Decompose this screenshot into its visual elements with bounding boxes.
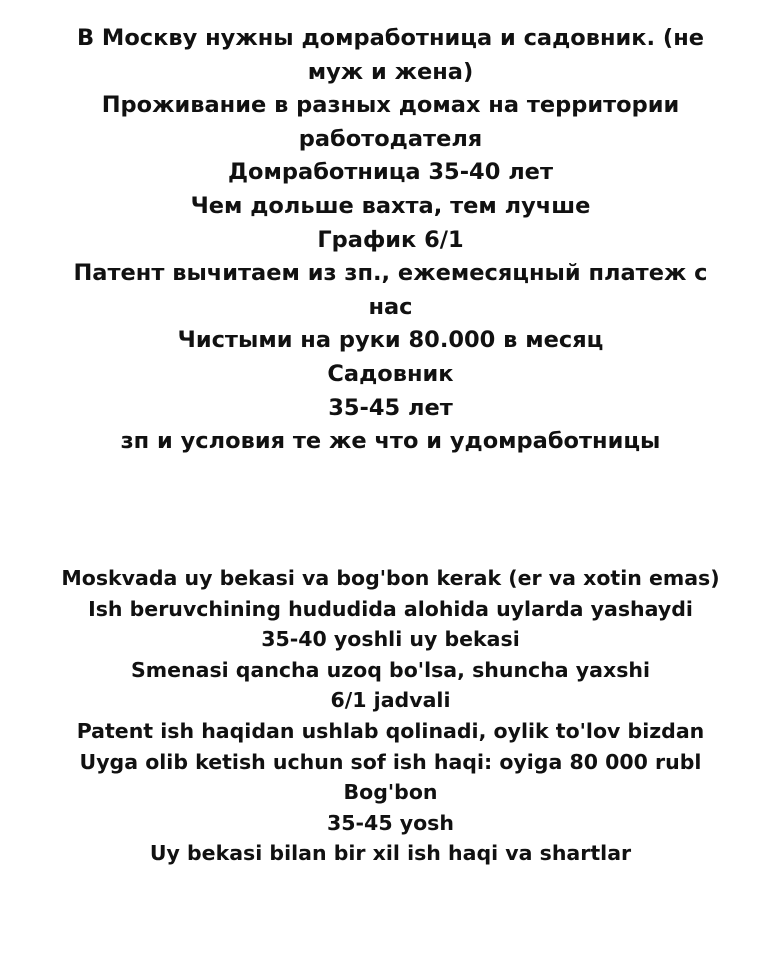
- uzbek-announcement: [0, 563, 781, 869]
- ru-line-4: работодателя: [298, 125, 483, 152]
- uz-line-6: Patent ish haqidan ushlab qolinadi, oylik to'lov bizdan: [76, 718, 705, 743]
- ru-line-10: Чистыми на руки 80.000 в месяц: [177, 327, 604, 354]
- ru-line-11: Садовник: [327, 360, 454, 387]
- uz-line-10: Uy bekasi bilan bir xil ish haqi va shartlar: [149, 841, 632, 866]
- uz-line-5: 6/1 jadvali: [330, 688, 451, 713]
- uz-line-8: Bog'bon: [343, 780, 438, 805]
- uz-line-9: 35-45 yosh: [327, 810, 454, 835]
- ru-line-1: В Москву нужны домработница и садовник. (не: [76, 25, 705, 51]
- ru-line-3: Проживание в разных домах на территории: [101, 92, 680, 119]
- ru-line-5: Домработница 35-40 лет: [228, 159, 553, 186]
- ru-line-8: Патент вычитаем из зп., ежемесяцный платеж с: [73, 260, 708, 287]
- ru-line-9: нас: [368, 293, 413, 320]
- uz-line-1: Moskvada uy bekasi va bog'bon kerak (er va xotin emas): [61, 566, 720, 590]
- ru-line-13: зп и условия те же что и удомработницы: [120, 428, 661, 455]
- uz-line-7: Uyga olib ketish uchun sof ish haqi: oyiga 80 000 rubl: [79, 749, 702, 774]
- uz-line-4: Smenasi qancha uzoq bo'lsa, shuncha yaxshi: [130, 657, 651, 682]
- ru-line-2: муж и жена): [307, 58, 474, 85]
- russian-announcement: [6, 22, 775, 459]
- uz-line-3: 35-40 yoshli uy bekasi: [261, 627, 520, 652]
- ru-line-12: 35-45 лет: [328, 394, 453, 421]
- uz-line-2: Ish beruvchining hududida alohida uylarda yashaydi: [88, 596, 693, 621]
- ru-line-6: Чем дольше вахта, тем лучше: [190, 192, 591, 219]
- ru-line-7: График 6/1: [317, 226, 464, 253]
